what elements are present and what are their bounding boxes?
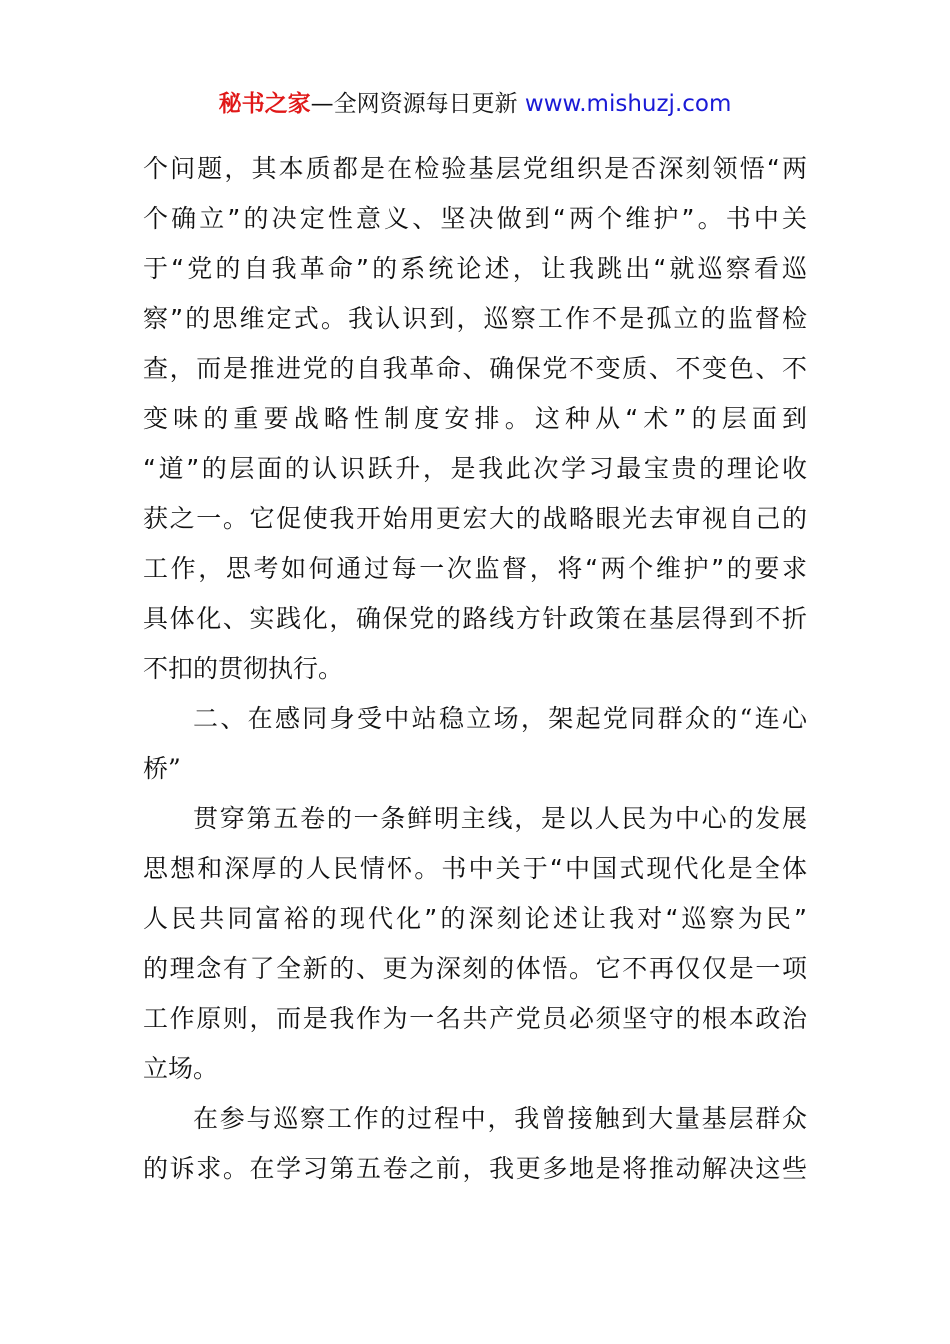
text-line: 贯穿第五卷的一条鲜明主线，是以人民为中心的发展 [193, 804, 807, 833]
text-line: 立场。 [143, 1054, 219, 1083]
text-line: 于“党的自我革命”的系统论述，让我跳出“就巡察看巡 [143, 254, 807, 283]
text-line: 人民共同富裕的现代化”的深刻论述让我对“巡察为民” [143, 904, 807, 933]
header-tagline: —全网资源每日更新 [310, 91, 518, 117]
text-line: 的理念有了全新的、更为深刻的体悟。它不再仅仅是一项 [143, 954, 807, 983]
text-line: 个确立”的决定性意义、坚决做到“两个维护”。书中关 [143, 204, 807, 233]
text-line: 变味的重要战略性制度安排。这种从“术”的层面到 [143, 404, 807, 433]
site-url: www.mishuzj.com [524, 91, 732, 117]
text-line: 在参与巡察工作的过程中，我曾接触到大量基层群众 [193, 1104, 807, 1133]
text-line: 察”的思维定式。我认识到，巡察工作不是孤立的监督检 [143, 304, 807, 333]
watermark-header [0, 86, 950, 122]
text-line: 的诉求。在学习第五卷之前，我更多地是将推动解决这些 [143, 1154, 807, 1183]
document-body [143, 144, 807, 1194]
section-heading-continued: 桥” [143, 754, 181, 783]
text-line: “道”的层面的认识跃升，是我此次学习最宝贵的理论收 [143, 454, 807, 483]
section-heading: 二、在感同身受中站稳立场，架起党同群众的“连心 [193, 704, 807, 733]
text-line: 思想和深厚的人民情怀。书中关于“中国式现代化是全体 [143, 854, 807, 883]
text-line: 查，而是推进党的自我革命、确保党不变质、不变色、不 [143, 354, 807, 383]
text-line: 工作，思考如何通过每一次监督，将“两个维护”的要求 [143, 554, 807, 583]
text-line: 工作原则，而是我作为一名共产党员必须坚守的根本政治 [143, 1004, 807, 1033]
brand-name: 秘书之家 [218, 91, 311, 117]
text-line: 个问题，其本质都是在检验基层党组织是否深刻领悟“两 [143, 154, 807, 183]
text-line: 获之一。它促使我开始用更宏大的战略眼光去审视自己的 [143, 504, 807, 533]
text-line: 不扣的贯彻执行。 [143, 654, 344, 683]
text-line: 具体化、实践化，确保党的路线方针政策在基层得到不折 [143, 604, 807, 633]
